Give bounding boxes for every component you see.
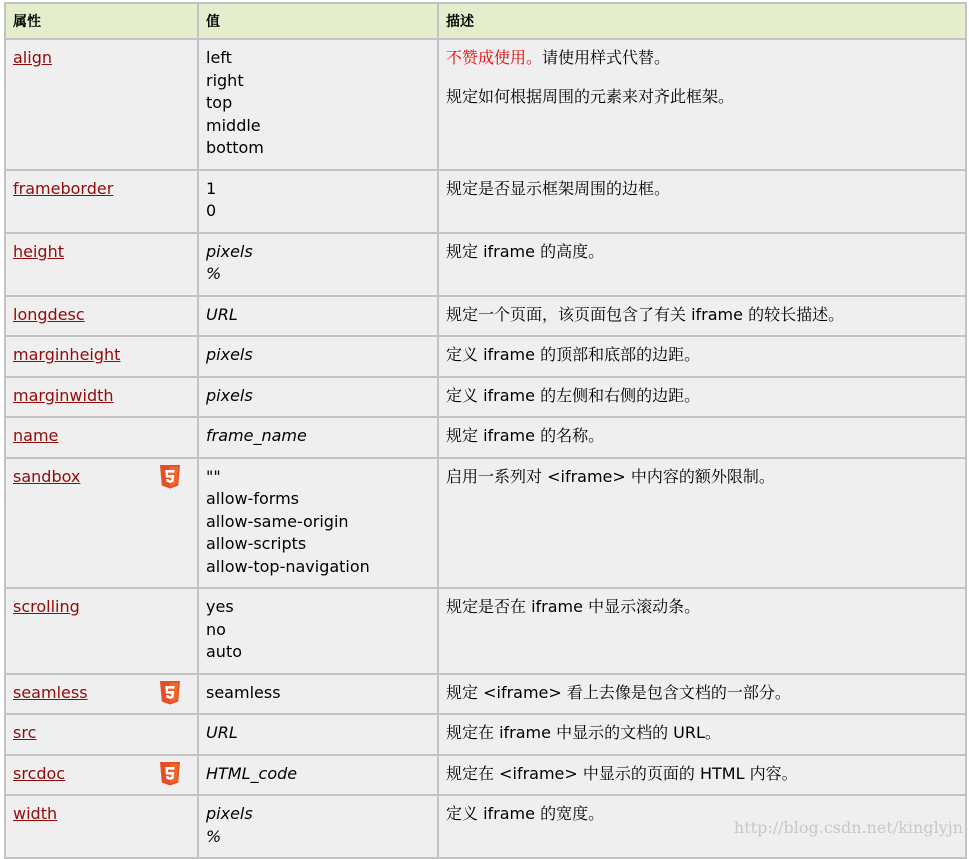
table-row (5, 714, 966, 755)
header-row (5, 3, 966, 39)
value-item: pixels (206, 241, 253, 261)
value-item: yes (206, 597, 234, 616)
value-item: "" (206, 466, 221, 486)
deprecated-label: 不赞成使用。 (446, 48, 543, 67)
attribute-cell (5, 588, 198, 674)
description-text: 规定一个页面，该页面包含了有关 iframe 的较长描述。 (446, 304, 845, 324)
attribute-link-marginwidth[interactable]: marginwidth (13, 385, 114, 405)
attribute-cell (5, 39, 198, 170)
value-cell (198, 755, 438, 796)
value-item: pixels (206, 385, 253, 405)
value-cell (198, 377, 438, 418)
value-item: HTML_code (206, 763, 298, 783)
header-value: 值 (198, 3, 438, 39)
attribute-link-height[interactable]: height (13, 241, 64, 261)
description-cell (438, 674, 966, 715)
value-item: top (206, 93, 233, 112)
attribute-cell (5, 674, 198, 715)
value-item: allow-scripts (206, 534, 307, 553)
attribute-link-sandbox[interactable]: sandbox (13, 466, 81, 486)
description-cell (438, 588, 966, 674)
description-text: 规定 <iframe> 看上去像是包含文档的一部分。 (446, 682, 791, 702)
description-text: 规定是否显示框架周围的边框。 (446, 178, 671, 198)
deprecation-note (446, 47, 958, 70)
attribute-cell (5, 170, 198, 233)
watermark: http://blog.csdn.net/kinglyjn (733, 818, 963, 837)
html5-icon (159, 762, 181, 787)
header-description: 描述 (438, 3, 966, 39)
description-text: 规定 iframe 的高度。 (446, 241, 605, 261)
attribute-link-seamless[interactable]: seamless (13, 682, 88, 702)
description-cell (438, 39, 966, 170)
description-cell (438, 233, 966, 296)
attribute-cell (5, 458, 198, 589)
value-item: seamless (206, 682, 281, 702)
table-row (5, 170, 966, 233)
description-text: 规定 iframe 的名称。 (446, 426, 605, 445)
table-row (5, 377, 966, 418)
attribute-cell (5, 377, 198, 418)
description-text: 定义 iframe 的宽度。 (446, 804, 605, 823)
deprecation-hint: 请使用样式代替。 (542, 48, 671, 67)
attribute-cell (5, 233, 198, 296)
description-cell (438, 296, 966, 337)
table-body (5, 39, 966, 858)
value-cell (198, 417, 438, 458)
value-item: right (206, 70, 244, 90)
value-cell (198, 336, 438, 377)
description-text: 规定如何根据周围的元素来对齐此框架。 (446, 86, 735, 106)
value-item: URL (206, 304, 238, 324)
value-cell (198, 588, 438, 674)
value-item: middle (206, 115, 261, 135)
value-item: % (206, 264, 222, 283)
value-cell (198, 795, 438, 858)
table-row (5, 233, 966, 296)
description-cell (438, 714, 966, 755)
table-row (5, 674, 966, 715)
value-cell (198, 458, 438, 589)
description-cell (438, 755, 966, 796)
value-cell (198, 170, 438, 233)
table-row (5, 755, 966, 796)
value-item: % (206, 826, 222, 846)
attribute-cell (5, 336, 198, 377)
html5-icon (159, 681, 181, 706)
attribute-cell (5, 755, 198, 796)
attribute-link-name[interactable]: name (13, 426, 59, 445)
table-row (5, 296, 966, 337)
value-item: 1 (206, 178, 217, 198)
description-cell (438, 377, 966, 418)
description-text: 定义 iframe 的顶部和底部的边距。 (446, 345, 701, 364)
table-row (5, 588, 966, 674)
attribute-link-align[interactable]: align (13, 48, 52, 67)
value-item: left (206, 48, 232, 67)
description-text: 定义 iframe 的左侧和右侧的边距。 (446, 385, 701, 405)
attribute-link-scrolling[interactable]: scrolling (13, 597, 80, 616)
value-cell (198, 296, 438, 337)
value-cell (198, 674, 438, 715)
attribute-link-srcdoc[interactable]: srcdoc (13, 763, 66, 783)
table-row (5, 458, 966, 589)
header-attribute: 属性 (5, 3, 198, 39)
description-text: 规定是否在 iframe 中显示滚动条。 (446, 597, 701, 616)
value-cell (198, 233, 438, 296)
value-item: bottom (206, 138, 264, 157)
value-item: allow-same-origin (206, 511, 349, 531)
attribute-cell (5, 714, 198, 755)
paragraph-gap (446, 70, 958, 86)
attribute-link-src[interactable]: src (13, 723, 37, 742)
attribute-link-width[interactable]: width (13, 804, 58, 823)
attribute-link-frameborder[interactable]: frameborder (13, 178, 114, 198)
attribute-link-marginheight[interactable]: marginheight (13, 345, 121, 364)
description-cell (438, 417, 966, 458)
description-text: 规定在 iframe 中显示的文档的 URL。 (446, 723, 721, 742)
value-item: no (206, 619, 226, 639)
attribute-cell (5, 795, 198, 858)
description-cell (438, 458, 966, 589)
html5-icon (159, 465, 181, 490)
value-item: auto (206, 642, 243, 661)
table-row (5, 39, 966, 170)
attribute-cell (5, 417, 198, 458)
value-item: allow-forms (206, 489, 299, 508)
description-cell (438, 170, 966, 233)
description-text: 启用一系列对 <iframe> 中内容的额外限制。 (446, 466, 775, 486)
value-item: URL (206, 723, 238, 742)
attribute-cell (5, 296, 198, 337)
value-cell (198, 39, 438, 170)
value-item: pixels (206, 345, 253, 364)
attribute-link-longdesc[interactable]: longdesc (13, 304, 85, 324)
value-item: pixels (206, 804, 253, 823)
description-cell (438, 336, 966, 377)
value-cell (198, 714, 438, 755)
table-row (5, 417, 966, 458)
value-item: frame_name (206, 426, 307, 445)
description-text: 规定在 <iframe> 中显示的页面的 HTML 内容。 (446, 763, 798, 783)
value-item: allow-top-navigation (206, 556, 370, 576)
table-row (5, 336, 966, 377)
attribute-table (4, 2, 967, 859)
value-item: 0 (206, 201, 217, 220)
